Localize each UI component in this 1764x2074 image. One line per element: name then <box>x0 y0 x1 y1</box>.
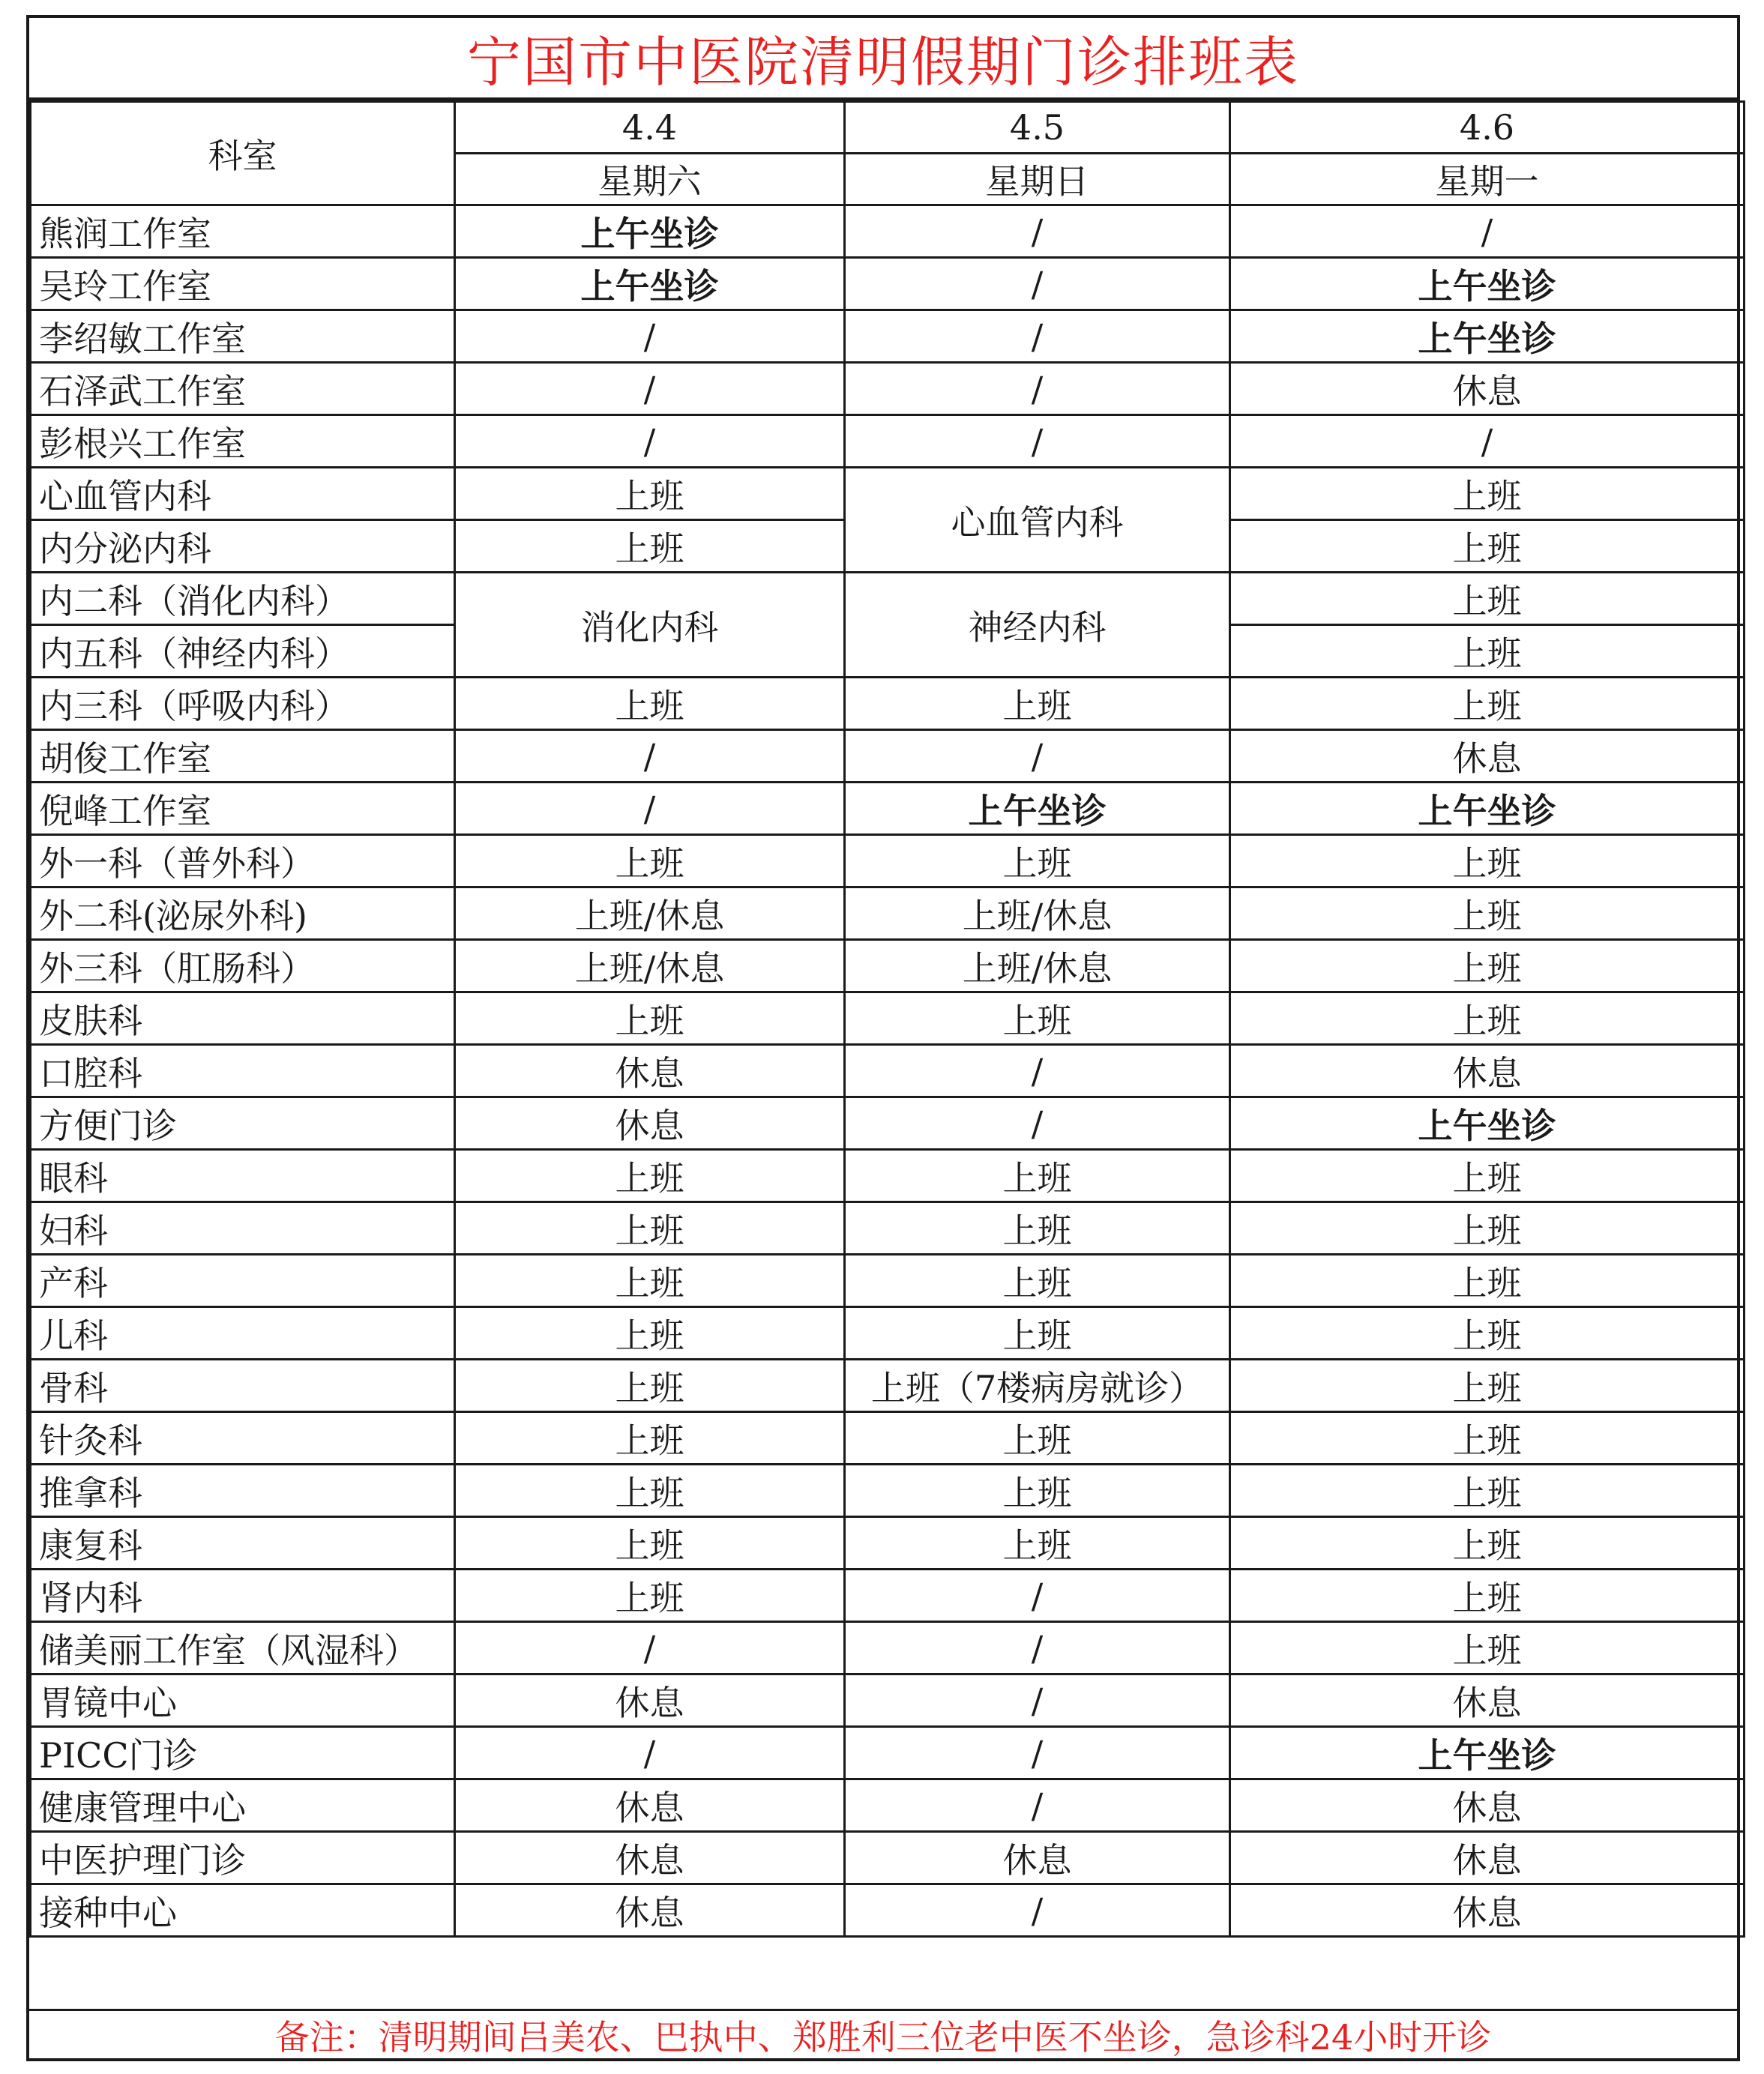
schedule-cell: 上午坐诊 <box>845 783 1230 835</box>
footnote: 备注：清明期间吕美农、巴执中、郑胜利三位老中医不坐诊，急诊科24小时开诊 <box>29 2009 1737 2058</box>
schedule-cell: 上班 <box>1230 468 1745 520</box>
schedule-cell: 上班 <box>455 468 845 520</box>
schedule-cell: 休息 <box>845 1832 1230 1884</box>
dept-header: 科室 <box>31 102 455 205</box>
schedule-cell: 上班 <box>1230 520 1745 573</box>
schedule-cell: 上班 <box>455 1307 845 1360</box>
schedule-cell: 休息 <box>1230 1832 1745 1884</box>
schedule-cell: 休息 <box>455 1884 845 1937</box>
table-row <box>31 1360 1745 1412</box>
schedule-table <box>29 100 1745 1938</box>
schedule-cell: 上班/休息 <box>845 887 1230 940</box>
table-row <box>31 1622 1745 1674</box>
schedule-cell: 上班 <box>1230 678 1745 730</box>
table-row <box>31 468 1745 520</box>
dept-cell: 肾内科 <box>31 1570 455 1622</box>
table-row <box>31 1517 1745 1570</box>
schedule-cell: / <box>845 1727 1230 1779</box>
dept-cell: 内三科（呼吸内科） <box>31 678 455 730</box>
schedule-cell: 休息 <box>455 1045 845 1097</box>
schedule-cell: 休息 <box>455 1832 845 1884</box>
dept-cell: 石泽武工作室 <box>31 363 455 415</box>
schedule-cell: 上班 <box>845 1202 1230 1255</box>
dept-cell: 外二科(泌尿外科) <box>31 887 455 940</box>
table-row <box>31 1307 1745 1360</box>
schedule-cell: 上午坐诊 <box>1230 1727 1745 1779</box>
schedule-cell: / <box>1230 415 1745 468</box>
schedule-cell: 上班 <box>455 1360 845 1412</box>
schedule-cell: 上班 <box>845 992 1230 1045</box>
schedule-cell: / <box>845 310 1230 363</box>
schedule-cell: 上班 <box>455 1570 845 1622</box>
schedule-cell: 上班 <box>845 1412 1230 1465</box>
page-title: 宁国市中医院清明假期门诊排班表 <box>29 18 1737 100</box>
schedule-cell: 消化内科 <box>455 573 845 678</box>
dept-cell: 李绍敏工作室 <box>31 310 455 363</box>
dept-cell: 健康管理中心 <box>31 1779 455 1832</box>
table-row <box>31 310 1745 363</box>
schedule-cell: 上班 <box>455 1465 845 1517</box>
table-row <box>31 1779 1745 1832</box>
table-row <box>31 1832 1745 1884</box>
table-row <box>31 730 1745 783</box>
schedule-cell: 上班 <box>455 1517 845 1570</box>
weekday-header: 星期一 <box>1230 154 1745 205</box>
schedule-cell: 休息 <box>455 1097 845 1150</box>
schedule-cell: 上班 <box>1230 1412 1745 1465</box>
schedule-cell: 上午坐诊 <box>1230 258 1745 310</box>
table-row <box>31 573 1745 625</box>
schedule-cell: 上班 <box>455 992 845 1045</box>
dept-cell: 康复科 <box>31 1517 455 1570</box>
schedule-cell: 上午坐诊 <box>455 258 845 310</box>
table-row <box>31 1045 1745 1097</box>
date-header: 4.5 <box>845 102 1230 154</box>
table-row <box>31 258 1745 310</box>
schedule-cell: 上班 <box>1230 1517 1745 1570</box>
schedule-cell: 心血管内科 <box>845 468 1230 573</box>
schedule-cell: 上班 <box>455 1150 845 1202</box>
table-row <box>31 940 1745 992</box>
schedule-cell: 休息 <box>455 1779 845 1832</box>
dept-cell: 口腔科 <box>31 1045 455 1097</box>
schedule-cell: 上班 <box>1230 1202 1745 1255</box>
schedule-cell: 上班/休息 <box>845 940 1230 992</box>
dept-cell: 熊润工作室 <box>31 205 455 258</box>
dept-cell: 胡俊工作室 <box>31 730 455 783</box>
dept-cell: 内二科（消化内科） <box>31 573 455 625</box>
schedule-cell: 上班 <box>845 1150 1230 1202</box>
schedule-cell: / <box>845 205 1230 258</box>
dept-cell: PICC门诊 <box>31 1727 455 1779</box>
schedule-cell: 上班 <box>1230 1307 1745 1360</box>
schedule-cell: 上班 <box>845 678 1230 730</box>
weekday-header: 星期日 <box>845 154 1230 205</box>
schedule-cell: 上班 <box>1230 1622 1745 1674</box>
schedule-cell: 上班 <box>1230 887 1745 940</box>
schedule-cell: / <box>455 1622 845 1674</box>
table-row <box>31 1884 1745 1937</box>
schedule-cell: 上班 <box>455 835 845 887</box>
schedule-cell: 上班 <box>1230 835 1745 887</box>
table-row <box>31 1150 1745 1202</box>
schedule-cell: / <box>1230 205 1745 258</box>
schedule-cell: 上班 <box>455 1202 845 1255</box>
schedule-cell: 上班 <box>1230 940 1745 992</box>
schedule-cell: / <box>845 730 1230 783</box>
schedule-cell: 上班/休息 <box>455 940 845 992</box>
schedule-cell: / <box>455 310 845 363</box>
schedule-cell: / <box>455 730 845 783</box>
schedule-cell: 神经内科 <box>845 573 1230 678</box>
dept-cell: 吴玲工作室 <box>31 258 455 310</box>
schedule-cell: 上午坐诊 <box>1230 783 1745 835</box>
schedule-cell: 上班 <box>1230 625 1745 678</box>
schedule-cell: 上班 <box>845 1307 1230 1360</box>
schedule-cell: / <box>455 415 845 468</box>
schedule-cell: / <box>845 1622 1230 1674</box>
schedule-cell: 上班 <box>1230 1150 1745 1202</box>
schedule-cell: 上班 <box>1230 1465 1745 1517</box>
schedule-cell: 上班 <box>1230 573 1745 625</box>
schedule-cell: 休息 <box>1230 1045 1745 1097</box>
schedule-cell: / <box>455 363 845 415</box>
date-header: 4.6 <box>1230 102 1745 154</box>
dept-cell: 骨科 <box>31 1360 455 1412</box>
schedule-cell: / <box>845 363 1230 415</box>
table-row <box>31 992 1745 1045</box>
schedule-cell: 上午坐诊 <box>1230 1097 1745 1150</box>
table-row <box>31 1727 1745 1779</box>
schedule-cell: / <box>845 1570 1230 1622</box>
schedule-cell: / <box>455 1727 845 1779</box>
schedule-cell: 上班/休息 <box>455 887 845 940</box>
dept-cell: 储美丽工作室（风湿科） <box>31 1622 455 1674</box>
weekday-header: 星期六 <box>455 154 845 205</box>
dept-cell: 彭根兴工作室 <box>31 415 455 468</box>
schedule-cell: 上班 <box>845 835 1230 887</box>
dept-cell: 皮肤科 <box>31 992 455 1045</box>
dept-cell: 方便门诊 <box>31 1097 455 1150</box>
schedule-cell: 休息 <box>455 1674 845 1727</box>
schedule-cell: 休息 <box>1230 363 1745 415</box>
schedule-cell: 上班 <box>1230 1255 1745 1307</box>
schedule-cell: 上班 <box>845 1465 1230 1517</box>
schedule-cell: 上班 <box>1230 992 1745 1045</box>
dept-cell: 外三科（肛肠科） <box>31 940 455 992</box>
date-header: 4.4 <box>455 102 845 154</box>
table-row <box>31 783 1745 835</box>
schedule-cell: 上午坐诊 <box>1230 310 1745 363</box>
table-row <box>31 415 1745 468</box>
schedule-cell: 休息 <box>1230 730 1745 783</box>
schedule-cell: / <box>845 1045 1230 1097</box>
table-row <box>31 1255 1745 1307</box>
dept-cell: 接种中心 <box>31 1884 455 1937</box>
schedule-cell: / <box>845 1779 1230 1832</box>
table-row <box>31 1570 1745 1622</box>
table-row <box>31 1674 1745 1727</box>
schedule-sheet <box>26 15 1740 2061</box>
dept-cell: 中医护理门诊 <box>31 1832 455 1884</box>
dept-cell: 内五科（神经内科） <box>31 625 455 678</box>
dept-cell: 外一科（普外科） <box>31 835 455 887</box>
schedule-cell: 上班 <box>845 1255 1230 1307</box>
dept-cell: 儿科 <box>31 1307 455 1360</box>
schedule-cell: / <box>845 1884 1230 1937</box>
table-row <box>31 678 1745 730</box>
table-row <box>31 1465 1745 1517</box>
table-row <box>31 205 1745 258</box>
dept-cell: 眼科 <box>31 1150 455 1202</box>
schedule-cell: / <box>845 258 1230 310</box>
schedule-cell: / <box>845 415 1230 468</box>
schedule-cell: / <box>455 783 845 835</box>
schedule-cell: 上班（7楼病房就诊） <box>845 1360 1230 1412</box>
schedule-cell: 上班 <box>455 678 845 730</box>
schedule-cell: 上午坐诊 <box>455 205 845 258</box>
table-row <box>31 363 1745 415</box>
schedule-cell: 休息 <box>1230 1779 1745 1832</box>
schedule-cell: / <box>845 1097 1230 1150</box>
schedule-cell: 上班 <box>455 1412 845 1465</box>
schedule-cell: / <box>845 1674 1230 1727</box>
dept-cell: 心血管内科 <box>31 468 455 520</box>
table-row <box>31 887 1745 940</box>
schedule-cell: 上班 <box>455 520 845 573</box>
dept-cell: 针灸科 <box>31 1412 455 1465</box>
schedule-cell: 休息 <box>1230 1884 1745 1937</box>
dept-cell: 倪峰工作室 <box>31 783 455 835</box>
schedule-cell: 上班 <box>845 1517 1230 1570</box>
dept-cell: 胃镜中心 <box>31 1674 455 1727</box>
table-row <box>31 835 1745 887</box>
header-row-dates <box>31 102 1745 154</box>
table-row <box>31 1097 1745 1150</box>
table-row <box>31 1202 1745 1255</box>
dept-cell: 妇科 <box>31 1202 455 1255</box>
schedule-cell: 上班 <box>1230 1360 1745 1412</box>
dept-cell: 产科 <box>31 1255 455 1307</box>
schedule-cell: 上班 <box>1230 1570 1745 1622</box>
table-row <box>31 1412 1745 1465</box>
schedule-cell: 上班 <box>455 1255 845 1307</box>
schedule-cell: 休息 <box>1230 1674 1745 1727</box>
dept-cell: 推拿科 <box>31 1465 455 1517</box>
dept-cell: 内分泌内科 <box>31 520 455 573</box>
